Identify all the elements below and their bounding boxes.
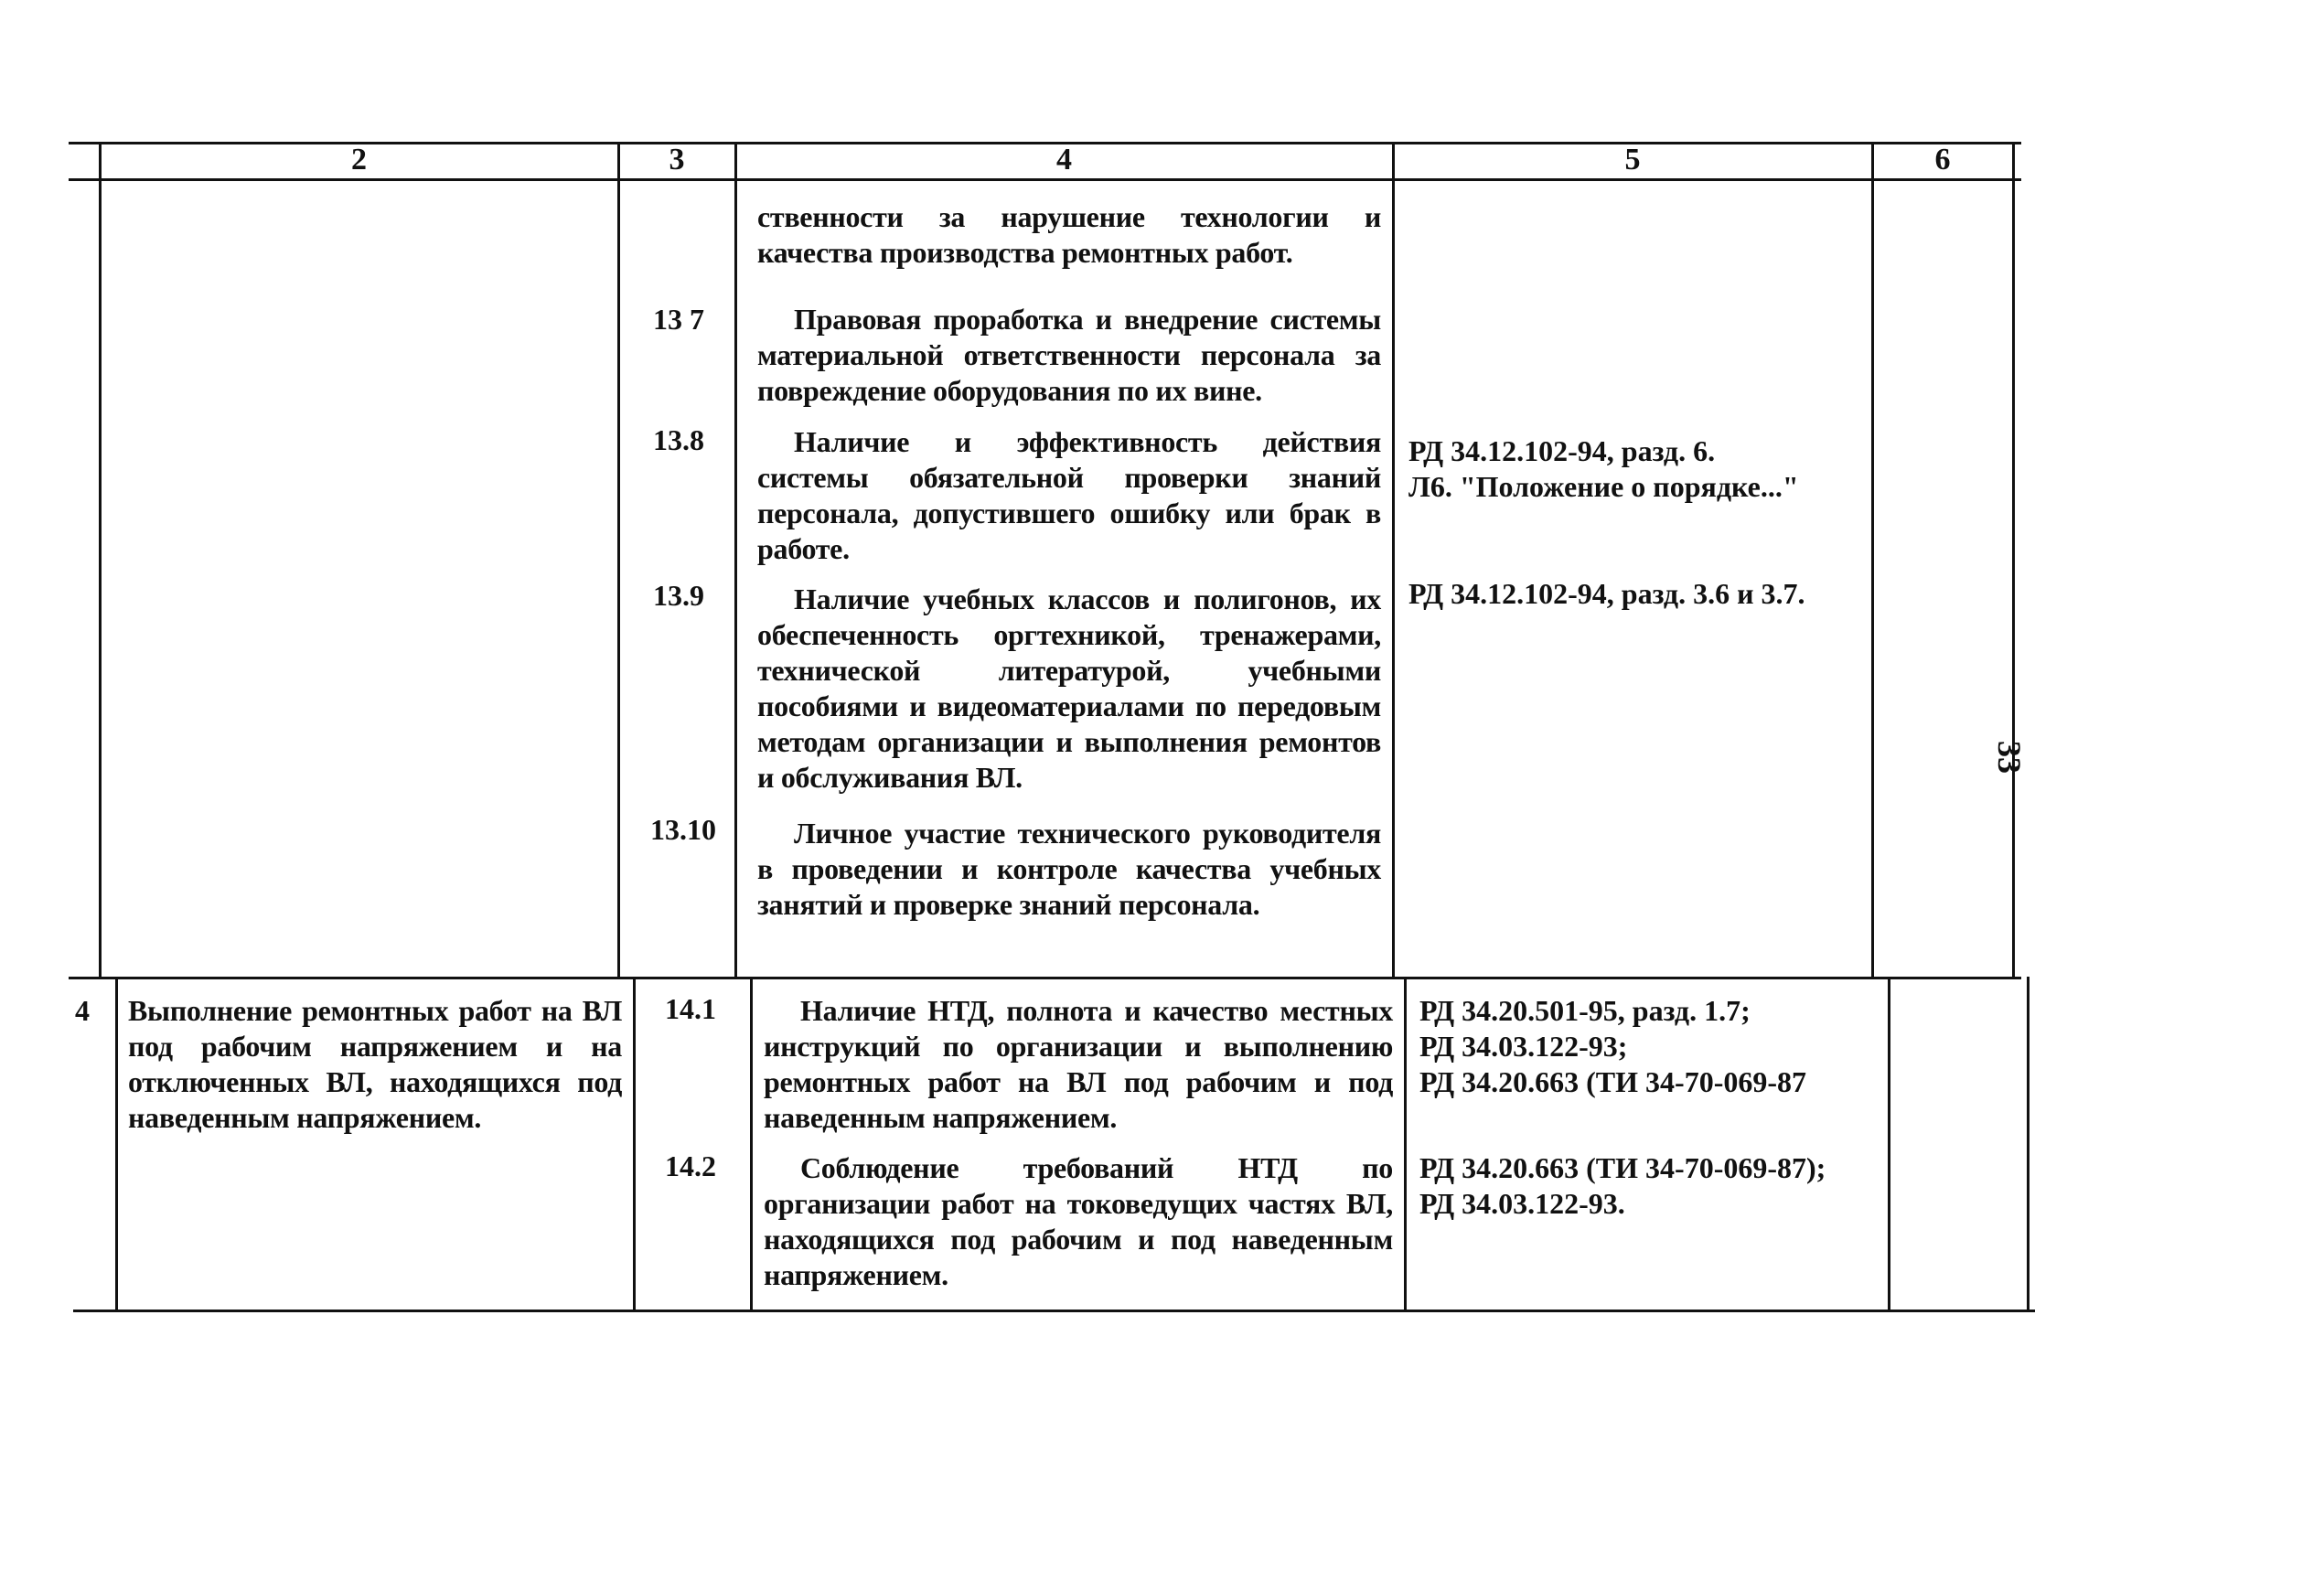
row-title: Выполнение ремонтных работ на ВЛ под рабочим напряжением и на отключенных ВЛ, находящихся под наведенным напряжением. [128, 994, 622, 1134]
item-refs [1408, 576, 1805, 612]
page-number: 33 [1991, 741, 2028, 774]
ref-line: РД 34.20.663 (ТИ 34-70-069-87); [1419, 1151, 1826, 1184]
ref-line: Л6. "Положение о порядке..." [1408, 470, 1799, 503]
item-code: 13 7 [653, 303, 704, 336]
item-code: 14.1 [665, 992, 716, 1025]
item-text: Соблюдение требований НТД по организации работ на токоведущих частях ВЛ, находящихся под рабочим и под наведенным напряжением. [764, 1151, 1393, 1291]
item-refs [1419, 993, 1806, 1100]
col-divider-2-lower [633, 977, 636, 1311]
col-divider-5-lower [1888, 977, 1890, 1311]
item-code: 13.10 [650, 813, 716, 846]
header-col-5: 5 [1624, 143, 1641, 176]
col-divider-6-lower [2027, 977, 2029, 1311]
col-divider-2 [617, 142, 620, 977]
item-refs [1408, 433, 1799, 505]
ref-line: РД 34.12.102-94, разд. 3.6 и 3.7. [1408, 577, 1805, 610]
item-refs [1419, 1150, 1826, 1222]
ref-line: РД 34.03.122-93; [1419, 1030, 1628, 1063]
row-number: 4 [75, 994, 90, 1027]
col-divider-4 [1392, 142, 1395, 977]
item-code: 13.8 [653, 423, 704, 456]
ref-line: РД 34.03.122-93. [1419, 1187, 1625, 1220]
item-text: Правовая проработка и внедрение системы материальной ответственности персонала за повреждение оборудования по их вине. [757, 303, 1381, 407]
header-bottom-border [69, 178, 2021, 181]
item-text: Наличие учебных классов и полигонов, их обеспеченность оргтехникой, тренажерами, технической литературой, учебными пособиями и видеоматериалами по передовым методам организации и выполнения ремонтов и обслуживания ВЛ. [757, 583, 1381, 794]
header-col-2: 2 [351, 143, 367, 176]
ref-line: РД 34.20.501-95, разд. 1.7; [1419, 994, 1751, 1027]
item-text: Личное участие технического руководителя в проведении и контроле качества учебных занятий и проверке знаний персонала. [757, 817, 1381, 921]
col-divider-3 [734, 142, 737, 977]
item-text: Наличие НТД, полнота и качество местных инструкций по организации и выполнению ремонтных работ на ВЛ под рабочим и под наведенным напряжением. [764, 994, 1393, 1134]
item-code: 14.2 [665, 1149, 716, 1182]
row-divider [69, 977, 2021, 979]
col-divider-6 [2012, 142, 2015, 977]
ref-line: РД 34.20.663 (ТИ 34-70-069-87 [1419, 1065, 1806, 1098]
table-bottom-border [73, 1310, 2035, 1312]
col-divider-4-lower [1404, 977, 1407, 1311]
ref-line: РД 34.12.102-94, разд. 6. [1408, 434, 1716, 467]
header-col-6: 6 [1934, 143, 1951, 176]
item-text-continuation: ственности за нарушение технологии и качества производства ремонтных работ. [757, 200, 1381, 269]
col-divider-1 [99, 142, 102, 977]
item-text: Наличие и эффективность действия системы обязательной проверки знаний персонала, допустившего ошибку или брак в работе. [757, 425, 1381, 565]
header-col-4: 4 [1056, 143, 1072, 176]
col-divider-1-lower [115, 977, 118, 1311]
col-divider-3-lower [750, 977, 753, 1311]
col-divider-5 [1871, 142, 1874, 977]
header-col-3: 3 [669, 143, 685, 176]
item-code: 13.9 [653, 579, 704, 612]
